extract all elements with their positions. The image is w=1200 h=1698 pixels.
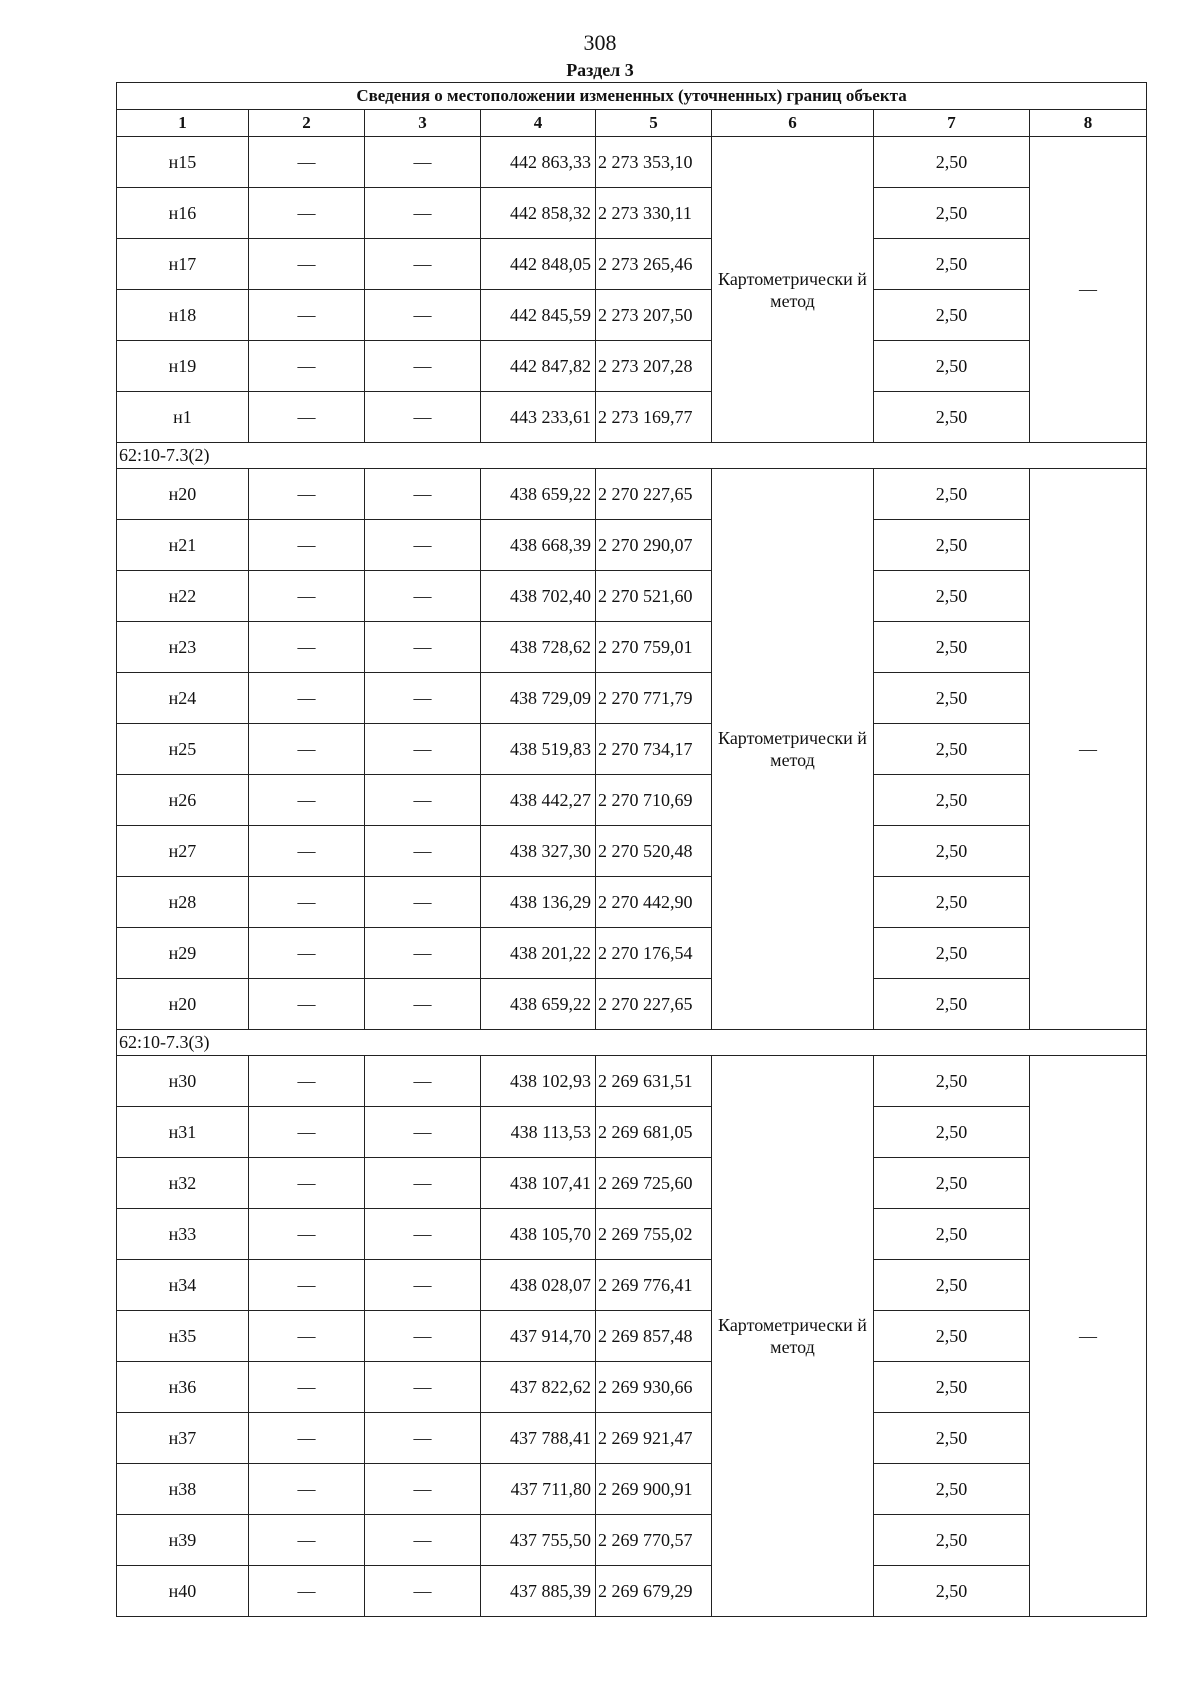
table-row	[117, 469, 1147, 520]
table-row	[117, 826, 1147, 877]
accuracy-cell: 2,50	[874, 775, 1030, 826]
accuracy-cell: 2,50	[874, 188, 1030, 239]
x-coordinate-cell: 443 233,61	[481, 392, 596, 443]
accuracy-cell: 2,50	[874, 622, 1030, 673]
point-name-cell: н16	[117, 188, 249, 239]
table-row	[117, 724, 1147, 775]
column-number-4: 4	[481, 110, 596, 137]
accuracy-cell: 2,50	[874, 724, 1030, 775]
table-row	[117, 1311, 1147, 1362]
column-2-cell: —	[249, 928, 365, 979]
method-cell: Картометрически й метод	[712, 469, 874, 1030]
point-name-cell: н28	[117, 877, 249, 928]
y-coordinate-cell: 2 269 679,29	[596, 1566, 712, 1617]
y-coordinate-cell: 2 269 631,51	[596, 1056, 712, 1107]
table-row	[117, 1566, 1147, 1617]
column-number-7: 7	[874, 110, 1030, 137]
point-name-cell: н1	[117, 392, 249, 443]
column-3-cell: —	[365, 877, 481, 928]
accuracy-cell: 2,50	[874, 979, 1030, 1030]
column-2-cell: —	[249, 1464, 365, 1515]
accuracy-cell: 2,50	[874, 1362, 1030, 1413]
table-row	[117, 571, 1147, 622]
accuracy-cell: 2,50	[874, 290, 1030, 341]
point-name-cell: н34	[117, 1260, 249, 1311]
accuracy-cell: 2,50	[874, 1464, 1030, 1515]
x-coordinate-cell: 437 755,50	[481, 1515, 596, 1566]
x-coordinate-cell: 438 702,40	[481, 571, 596, 622]
y-coordinate-cell: 2 273 265,46	[596, 239, 712, 290]
accuracy-cell: 2,50	[874, 239, 1030, 290]
table-row	[117, 1362, 1147, 1413]
column-3-cell: —	[365, 673, 481, 724]
column-2-cell: —	[249, 341, 365, 392]
accuracy-cell: 2,50	[874, 826, 1030, 877]
x-coordinate-cell: 442 847,82	[481, 341, 596, 392]
column-3-cell: —	[365, 137, 481, 188]
table-row	[117, 1464, 1147, 1515]
column-3-cell: —	[365, 1056, 481, 1107]
column-2-cell: —	[249, 392, 365, 443]
point-name-cell: н18	[117, 290, 249, 341]
accuracy-cell: 2,50	[874, 1260, 1030, 1311]
column-2-cell: —	[249, 1056, 365, 1107]
table-row	[117, 1107, 1147, 1158]
page-number: 308	[583, 30, 617, 55]
boundary-coordinates-table	[116, 82, 1147, 1617]
column-2-cell: —	[249, 1311, 365, 1362]
x-coordinate-cell: 438 201,22	[481, 928, 596, 979]
column-3-cell: —	[365, 1362, 481, 1413]
column-2-cell: —	[249, 1209, 365, 1260]
accuracy-cell: 2,50	[874, 673, 1030, 724]
column-2-cell: —	[249, 673, 365, 724]
point-name-cell: н35	[117, 1311, 249, 1362]
accuracy-cell: 2,50	[874, 928, 1030, 979]
y-coordinate-cell: 2 269 930,66	[596, 1362, 712, 1413]
point-name-cell: н21	[117, 520, 249, 571]
x-coordinate-cell: 442 858,32	[481, 188, 596, 239]
y-coordinate-cell: 2 269 725,60	[596, 1158, 712, 1209]
column-3-cell: —	[365, 775, 481, 826]
y-coordinate-cell: 2 270 734,17	[596, 724, 712, 775]
method-cell: Картометрически й метод	[712, 1056, 874, 1617]
table-row	[117, 622, 1147, 673]
point-name-cell: н17	[117, 239, 249, 290]
accuracy-cell: 2,50	[874, 1566, 1030, 1617]
column-2-cell: —	[249, 1566, 365, 1617]
column-2-cell: —	[249, 571, 365, 622]
table-row	[117, 341, 1147, 392]
table-title-row	[117, 83, 1147, 110]
column-2-cell: —	[249, 622, 365, 673]
column-number-6: 6	[712, 110, 874, 137]
x-coordinate-cell: 438 659,22	[481, 469, 596, 520]
point-name-cell: н24	[117, 673, 249, 724]
x-coordinate-cell: 438 136,29	[481, 877, 596, 928]
column-2-cell: —	[249, 979, 365, 1030]
point-name-cell: н31	[117, 1107, 249, 1158]
column-3-cell: —	[365, 290, 481, 341]
point-name-cell: н20	[117, 979, 249, 1030]
point-name-cell: н27	[117, 826, 249, 877]
column-3-cell: —	[365, 1158, 481, 1209]
column-number-8: 8	[1030, 110, 1147, 137]
point-name-cell: н26	[117, 775, 249, 826]
point-name-cell: н20	[117, 469, 249, 520]
accuracy-cell: 2,50	[874, 1056, 1030, 1107]
x-coordinate-cell: 438 442,27	[481, 775, 596, 826]
accuracy-cell: 2,50	[874, 1311, 1030, 1362]
y-coordinate-cell: 2 270 442,90	[596, 877, 712, 928]
table-row	[117, 520, 1147, 571]
column-2-cell: —	[249, 469, 365, 520]
y-coordinate-cell: 2 269 857,48	[596, 1311, 712, 1362]
column-3-cell: —	[365, 469, 481, 520]
column-8-cell: —	[1030, 469, 1147, 1030]
y-coordinate-cell: 2 273 169,77	[596, 392, 712, 443]
column-3-cell: —	[365, 1566, 481, 1617]
column-3-cell: —	[365, 1209, 481, 1260]
x-coordinate-cell: 438 105,70	[481, 1209, 596, 1260]
table-row	[117, 392, 1147, 443]
column-3-cell: —	[365, 979, 481, 1030]
column-2-cell: —	[249, 826, 365, 877]
table-row	[117, 979, 1147, 1030]
y-coordinate-cell: 2 270 710,69	[596, 775, 712, 826]
accuracy-cell: 2,50	[874, 1209, 1030, 1260]
y-coordinate-cell: 2 270 771,79	[596, 673, 712, 724]
column-2-cell: —	[249, 1362, 365, 1413]
y-coordinate-cell: 2 269 921,47	[596, 1413, 712, 1464]
point-name-cell: н19	[117, 341, 249, 392]
column-3-cell: —	[365, 571, 481, 622]
column-2-cell: —	[249, 724, 365, 775]
accuracy-cell: 2,50	[874, 469, 1030, 520]
column-8-cell: —	[1030, 137, 1147, 443]
point-name-cell: н25	[117, 724, 249, 775]
table-title: Сведения о местоположении измененных (уточненных) границ объекта	[117, 83, 1147, 110]
x-coordinate-cell: 438 028,07	[481, 1260, 596, 1311]
x-coordinate-cell: 437 711,80	[481, 1464, 596, 1515]
y-coordinate-cell: 2 270 227,65	[596, 469, 712, 520]
x-coordinate-cell: 438 102,93	[481, 1056, 596, 1107]
accuracy-cell: 2,50	[874, 1413, 1030, 1464]
y-coordinate-cell: 2 273 353,10	[596, 137, 712, 188]
column-3-cell: —	[365, 520, 481, 571]
column-3-cell: —	[365, 1107, 481, 1158]
point-name-cell: н40	[117, 1566, 249, 1617]
method-cell: Картометрически й метод	[712, 137, 874, 443]
point-name-cell: н29	[117, 928, 249, 979]
column-3-cell: —	[365, 392, 481, 443]
y-coordinate-cell: 2 269 776,41	[596, 1260, 712, 1311]
point-name-cell: н15	[117, 137, 249, 188]
group-label: 62:10-7.3(3)	[117, 1030, 1147, 1056]
accuracy-cell: 2,50	[874, 341, 1030, 392]
x-coordinate-cell: 438 659,22	[481, 979, 596, 1030]
group-label-row	[117, 1030, 1147, 1056]
x-coordinate-cell: 438 327,30	[481, 826, 596, 877]
table-row	[117, 1158, 1147, 1209]
column-number-2: 2	[249, 110, 365, 137]
table-row	[117, 137, 1147, 188]
column-3-cell: —	[365, 1413, 481, 1464]
x-coordinate-cell: 438 519,83	[481, 724, 596, 775]
column-3-cell: —	[365, 341, 481, 392]
column-3-cell: —	[365, 1260, 481, 1311]
table-row	[117, 928, 1147, 979]
y-coordinate-cell: 2 273 330,11	[596, 188, 712, 239]
y-coordinate-cell: 2 270 227,65	[596, 979, 712, 1030]
table-row	[117, 877, 1147, 928]
accuracy-cell: 2,50	[874, 1515, 1030, 1566]
x-coordinate-cell: 437 788,41	[481, 1413, 596, 1464]
x-coordinate-cell: 442 848,05	[481, 239, 596, 290]
x-coordinate-cell: 438 728,62	[481, 622, 596, 673]
x-coordinate-cell: 438 113,53	[481, 1107, 596, 1158]
point-name-cell: н22	[117, 571, 249, 622]
accuracy-cell: 2,50	[874, 520, 1030, 571]
accuracy-cell: 2,50	[874, 392, 1030, 443]
point-name-cell: н23	[117, 622, 249, 673]
column-3-cell: —	[365, 928, 481, 979]
column-2-cell: —	[249, 188, 365, 239]
accuracy-cell: 2,50	[874, 571, 1030, 622]
column-2-cell: —	[249, 239, 365, 290]
x-coordinate-cell: 438 729,09	[481, 673, 596, 724]
table-row	[117, 1209, 1147, 1260]
y-coordinate-cell: 2 273 207,28	[596, 341, 712, 392]
table-body	[117, 83, 1147, 1617]
point-name-cell: н33	[117, 1209, 249, 1260]
y-coordinate-cell: 2 269 755,02	[596, 1209, 712, 1260]
y-coordinate-cell: 2 269 770,57	[596, 1515, 712, 1566]
accuracy-cell: 2,50	[874, 1107, 1030, 1158]
y-coordinate-cell: 2 270 521,60	[596, 571, 712, 622]
column-number-row	[117, 110, 1147, 137]
point-name-cell: н30	[117, 1056, 249, 1107]
column-3-cell: —	[365, 1311, 481, 1362]
column-2-cell: —	[249, 877, 365, 928]
table-row	[117, 1056, 1147, 1107]
x-coordinate-cell: 437 914,70	[481, 1311, 596, 1362]
column-number-3: 3	[365, 110, 481, 137]
x-coordinate-cell: 437 885,39	[481, 1566, 596, 1617]
column-number-5: 5	[596, 110, 712, 137]
column-2-cell: —	[249, 1158, 365, 1209]
column-2-cell: —	[249, 1413, 365, 1464]
column-3-cell: —	[365, 239, 481, 290]
section-heading: Раздел 3	[566, 60, 634, 80]
column-3-cell: —	[365, 1464, 481, 1515]
point-name-cell: н36	[117, 1362, 249, 1413]
point-name-cell: н39	[117, 1515, 249, 1566]
point-name-cell: н37	[117, 1413, 249, 1464]
y-coordinate-cell: 2 270 290,07	[596, 520, 712, 571]
column-2-cell: —	[249, 1107, 365, 1158]
x-coordinate-cell: 442 845,59	[481, 290, 596, 341]
table-row	[117, 673, 1147, 724]
column-2-cell: —	[249, 137, 365, 188]
y-coordinate-cell: 2 270 176,54	[596, 928, 712, 979]
column-2-cell: —	[249, 1515, 365, 1566]
column-8-cell: —	[1030, 1056, 1147, 1617]
table-row	[117, 239, 1147, 290]
table-row	[117, 1515, 1147, 1566]
group-label: 62:10-7.3(2)	[117, 443, 1147, 469]
table-row	[117, 775, 1147, 826]
x-coordinate-cell: 438 107,41	[481, 1158, 596, 1209]
column-2-cell: —	[249, 1260, 365, 1311]
y-coordinate-cell: 2 269 900,91	[596, 1464, 712, 1515]
column-2-cell: —	[249, 775, 365, 826]
table-row	[117, 1413, 1147, 1464]
y-coordinate-cell: 2 269 681,05	[596, 1107, 712, 1158]
column-2-cell: —	[249, 520, 365, 571]
y-coordinate-cell: 2 270 520,48	[596, 826, 712, 877]
point-name-cell: н32	[117, 1158, 249, 1209]
column-2-cell: —	[249, 290, 365, 341]
y-coordinate-cell: 2 273 207,50	[596, 290, 712, 341]
point-name-cell: н38	[117, 1464, 249, 1515]
column-3-cell: —	[365, 1515, 481, 1566]
x-coordinate-cell: 438 668,39	[481, 520, 596, 571]
column-3-cell: —	[365, 188, 481, 239]
table-row	[117, 1260, 1147, 1311]
group-label-row	[117, 443, 1147, 469]
accuracy-cell: 2,50	[874, 877, 1030, 928]
column-3-cell: —	[365, 724, 481, 775]
column-3-cell: —	[365, 826, 481, 877]
x-coordinate-cell: 437 822,62	[481, 1362, 596, 1413]
table-row	[117, 290, 1147, 341]
column-number-1: 1	[117, 110, 249, 137]
x-coordinate-cell: 442 863,33	[481, 137, 596, 188]
y-coordinate-cell: 2 270 759,01	[596, 622, 712, 673]
accuracy-cell: 2,50	[874, 137, 1030, 188]
column-3-cell: —	[365, 622, 481, 673]
table-row	[117, 188, 1147, 239]
accuracy-cell: 2,50	[874, 1158, 1030, 1209]
